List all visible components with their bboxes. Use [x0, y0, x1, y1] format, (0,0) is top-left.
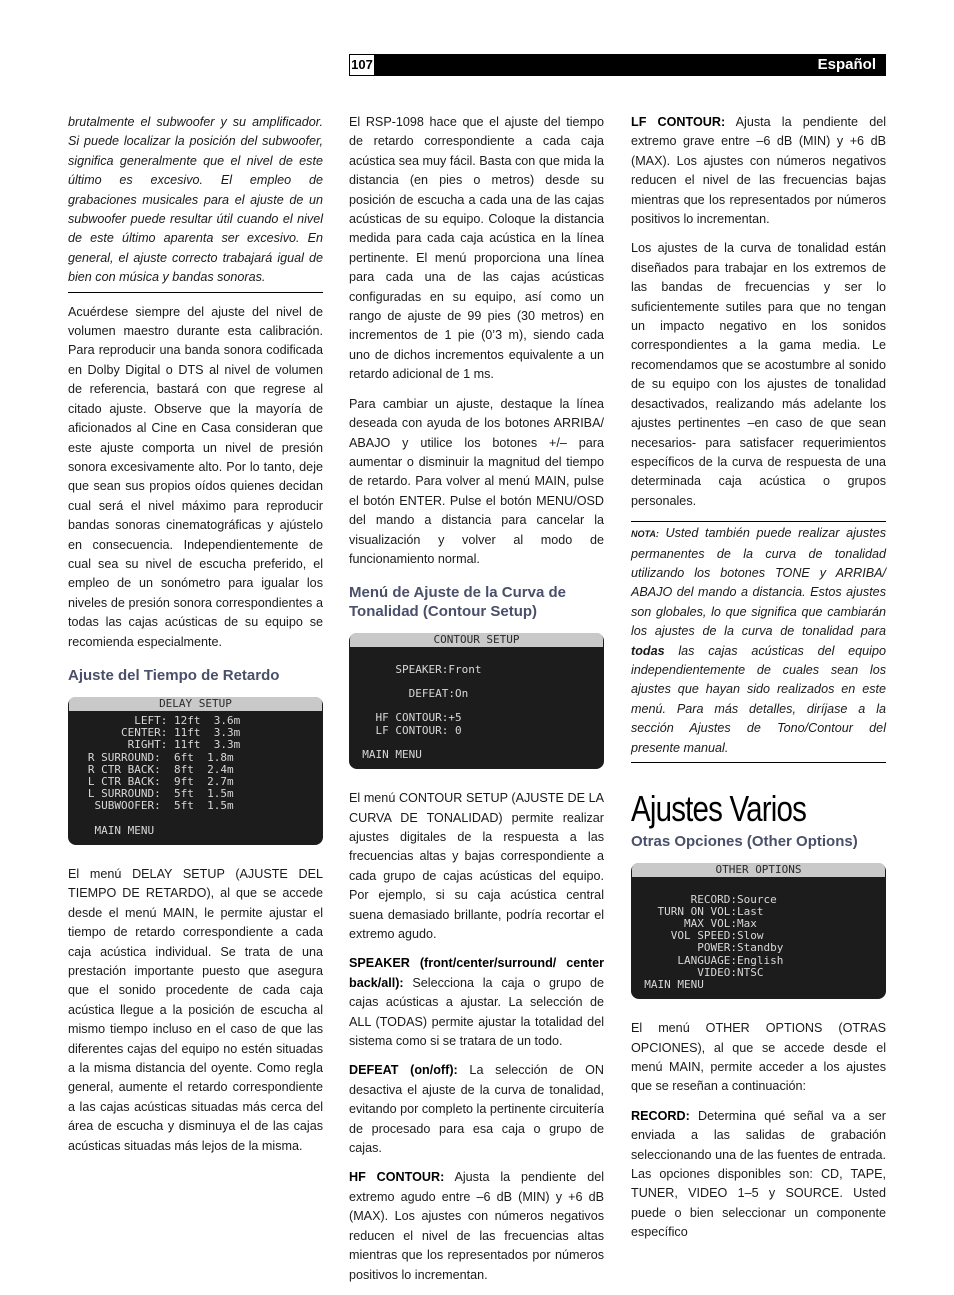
osd-title: DELAY SETUP — [69, 697, 322, 711]
term-label: HF CONTOUR: — [349, 1170, 445, 1185]
intro-italic-text: brutalmente el subwoofer y su amplificador. Si puede localizar la posición del subwoofer, significa generalmente que el nivel de este último es excesivo. El empleo de grabaciones musicales para el ajuste de un subwoofer puede resultar útil cuando el nivel de este último aparenta ser excesivo. En general, el ajuste correcto trabajará igual de bien con música y bandas sonoras. — [68, 113, 323, 293]
osd-menu-body: LEFT: 12ft 3.6m CENTER: 11ft 3.3m RIGHT: 11ft 3.3m R SURROUND: 6ft 1.8m R CTR BACK: 8ft 2.4m L CTR BACK: 9ft 2.7m L SURROUND: 5ft 1.5m SUBWOOFER: 5ft 1.5m MAIN MENU — [87, 713, 241, 837]
section-heading: Ajuste del Tiempo de Retardo — [68, 666, 280, 684]
note-emphasis: todas — [631, 643, 665, 658]
paragraph: Para cambiar un ajuste, destaque la línea deseada con ayuda de los botones ARRIBA/ ABAJO y utilice los botones +/– para aumentar o disminuir la magnitud del tiempo de retardo. Para volver al menú MAIN, pulse el botón ENTER. Pulse el botón MENU/OSD del mando a distancia para cancelar la visualización y volver al modo de funcionamiento normal. — [349, 396, 604, 566]
page-number: 107 — [349, 54, 375, 76]
note-label: NOTA: — [631, 529, 659, 540]
paragraph: El menú OTHER OPTIONS (OTRAS OPCIONES), al que se accede desde el menú MAIN, permite acceder a los ajustes que se reseñan a continuación: — [631, 1021, 886, 1094]
section-heading: Menú de Ajuste de la Curva de Tonalidad (Contour Setup) — [349, 584, 566, 621]
note-box — [631, 521, 886, 763]
hf-contour-definition — [349, 1168, 604, 1284]
term-text: Ajusta la pendiente del extremo grave entre –6 dB (MIN) y +6 dB (MAX). Los ajustes con números negativos reducen el nivel de las frecuencias bajas mientras que los representados por números positivos lo incrementan. — [631, 115, 886, 227]
note-text: Usted también puede realizar ajustes permanentes de la curva de tonalidad utilizando los botones TONE y ARRIBA/ ABAJO del mando a distancia. Estos ajustes son globales, lo que significa que cambiarán los ajustes de la curva de tonalidad para — [631, 526, 886, 639]
term-label: DEFEAT (on/off): — [349, 1063, 458, 1078]
speaker-definition — [349, 954, 604, 1051]
paragraph: Los ajustes de la curva de tonalidad están diseñados para trabajar en los extremos de las bandas de frecuencias y ser lo suficientemente sutiles para que no tengan un impacto negativo en los sonidos correspondientes a la gama media. Le recomendamos que se acostumbre al sonido de su equipo con los ajustes de tonalidad desactivados, realizando más adelante los ajustes pertinentes –en caso de que sean necesarios- para satisfacer requerimientos específicos de la curva de respuesta de una determinada caja acústica o grupos personales. — [631, 241, 886, 508]
column-2 — [349, 113, 604, 1295]
osd-title: OTHER OPTIONS — [632, 863, 885, 877]
paragraph: El RSP-1098 hace que el ajuste del tiempo de retardo correspondiente a cada caja acústica sea muy fácil. Basta con que mida la distancia (en pies o metros) desde su posición de escucha a cada una de las cajas acústicas de su equipo. Coloque la distancia medida para cada caja acústica en la línea pertinente. El menú proporciona una línea para cada una de las cajas acústicas configuradas en su equipo, así como un rango de ajuste de 99 pies (30 metros) en incrementos de 1 pie (0’3 m), siendo cada uno de dichos incrementos equivalente a un retardo adicional de 1 ms. — [349, 115, 604, 382]
major-heading: Ajustes Varios — [631, 788, 807, 829]
column-1 — [68, 113, 323, 1166]
note-text: las cajas acústicas del equipo independientemente de cuales sean los ajustes que hayan sido realizados en este menú. Para más detalles, diríjase a la sección Ajustes de Tono/Contour del presente manual. — [631, 643, 886, 755]
other-options-osd — [631, 863, 886, 999]
language-label: Español — [817, 56, 876, 73]
paragraph: El menú DELAY SETUP (AJUSTE DEL TIEMPO DE RETARDO), al que se accede desde el menú MAIN, le permite ajustar el tiempo de retardo correspondiente a cada caja acústica individual. Se trata de una prestación importante puesto que asegura que el sonido procedente de cada caja acústica llegue a la posición de escucha al mismo tiempo incluso en el caso de que las diferentes cajas del equipo no estén situadas a la misma distancia del oyente. Como regla general, aumente el retardo correspondiente a las cajas acústicas situadas más cerca del área de escucha y disminuya el de las cajas acústicas situadas más lejos de la misma. — [68, 867, 323, 1153]
osd-menu-body: SPEAKER:Front DEFEAT:On HF CONTOUR:+5 LF CONTOUR: 0 MAIN MENU — [362, 662, 482, 761]
term-text: Selecciona la caja o grupo de cajas acústicas a ajustar. La selección de ALL (TODAS) permite ajustar la totalidad del sistema como si se tratara de un todo. — [349, 975, 604, 1049]
term-text: Determina qué señal va a ser enviada a las salidas de grabación seleccionando una de las fuentes de entrada. Las opciones disponibles son: CD, TAPE, TUNER, VIDEO 1–5 y SOURCE. Usted puede o bien seleccionar un componente específico — [631, 1108, 886, 1240]
column-3 — [631, 113, 886, 1253]
defeat-definition — [349, 1061, 604, 1158]
contour-setup-osd — [349, 633, 604, 769]
term-label: RECORD: — [631, 1108, 690, 1123]
page-header — [349, 54, 886, 76]
delay-setup-osd — [68, 697, 323, 845]
osd-title: CONTOUR SETUP — [350, 633, 603, 647]
term-label: LF CONTOUR: — [631, 115, 726, 129]
record-definition — [631, 1107, 886, 1243]
lf-contour-definition — [631, 113, 886, 229]
term-label: SPEAKER (front/center/surround/ center back/all): — [349, 956, 604, 990]
section-heading: Otras Opciones (Other Options) — [631, 833, 858, 851]
term-text: Ajusta la pendiente del extremo agudo entre –6 dB (MIN) y +6 dB (MAX). Los ajustes con números negativos reducen el nivel de las frecuencias altas mientras que los representados por números positivos lo incrementan. — [349, 1170, 604, 1282]
paragraph: Acuérdese siempre del ajuste del nivel de volumen maestro durante esta calibración. Para reproducir una banda sonora codificada en Dolby Digital o DTS al nivel de volumen de referencia, bastará con que regrese al citado ajuste. Observe que la mayoría de aficionados al Cine en Casa consideran que este ajuste comporta un nivel de presión sonora excesivamente alto. Por lo tanto, deje que sean sus propios oídos quienes decidan cual será el nivel máximo para reproducir bandas sonoras cinematográficas y ajústelo en consecuencia. Independientemente de cual sea su nivel de escucha preferido, el empleo de un sonómetro para igualar los niveles de presión sonora correspondientes a todas las cajas acústicas de su equipo se recomienda especialmente. — [68, 304, 323, 649]
term-text: La selección de ON desactiva el ajuste de la curva de tonalidad, evitando por completo la pertinente circuitería de procesado para esa caja o grupo de cajas. — [349, 1063, 604, 1156]
paragraph: El menú CONTOUR SETUP (AJUSTE DE LA CURVA DE TONALIDAD) permite realizar ajustes digitales de la respuesta a las frecuencias altas y bajas correspondiente a cada grupo de cajas acústicas del equipo. Por ejemplo, si su caja acústica central suena demasiado brillante, podría recortar el extremo agudo. — [349, 791, 604, 942]
osd-menu-body: RECORD:Source TURN ON VOL:Last MAX VOL:Max VOL SPEED:Slow POWER:Standby LANGUAGE:English VIDEO:NTSC MAIN MENU — [644, 892, 784, 992]
